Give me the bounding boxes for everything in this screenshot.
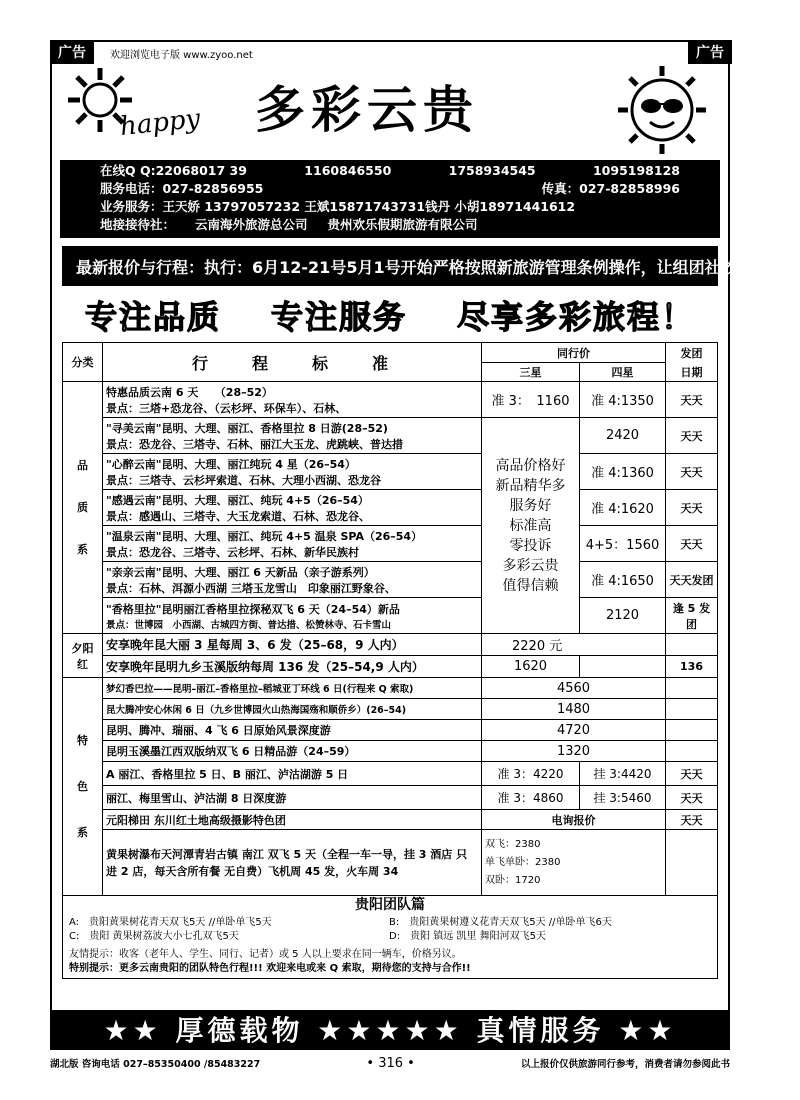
route-title: "香格里拉"昆明丽江香格里拉探秘双飞 6 天（24–54）新品 <box>106 602 400 616</box>
category-sunset: 夕阳 红 <box>63 634 103 678</box>
price-3star: 准 3：4860 <box>482 786 580 810</box>
price-4star: 挂 3:5460 <box>580 786 666 810</box>
footer-motto: ★★ 厚德载物 ★★★★★ 真情服务 ★★ <box>52 1010 728 1048</box>
qq-4[interactable]: 1095198128 <box>592 163 680 178</box>
depart-date: 天天 <box>666 810 718 830</box>
depart-date: 天天 <box>666 454 718 490</box>
route-title: 昆大腾冲安心休闲 6 日（九乡世博园火山热海国殇和顺侨乡）(26–54) <box>103 699 482 720</box>
depart-date <box>666 634 718 656</box>
depart-date <box>666 699 718 720</box>
route-title: 安享晚年昆大丽 3 星每周 3、6 发（25–68，9 人内） <box>103 634 482 656</box>
price-list: 双飞：2380 单飞单卧：2380 双卧：1720 <box>482 830 666 896</box>
guiyang-route-a: A: 贵阳黄果树花青天双飞5天 //单卧单飞5天 <box>69 917 272 928</box>
ad-tag-right: 广告 <box>688 40 732 64</box>
qq-label[interactable]: 在线Q Q:22068017 39 <box>100 163 247 178</box>
slogan-quality: 专注品质 <box>84 298 221 336</box>
footer-disclaimer: 以上报价仅供旅游同行参考，消费者请勿参阅此书 <box>520 1059 730 1070</box>
special-tip: 特别提示：更多云南贵阳的团队特色行程!!! 欢迎来电或来 Q 索取，期待您的支持与合作!! <box>69 963 471 974</box>
route-spots: 景点：恐龙谷、三塔寺、云杉坪、石林、新华民族村 <box>106 545 359 559</box>
depart-date: 逢 5 发团 <box>666 598 718 634</box>
slogan <box>60 292 720 338</box>
depart-date <box>666 678 718 699</box>
guiyang-route-b: B: 贵阳黄果树遵义花青天双飞5天 //单卧单飞6天 <box>389 917 612 928</box>
guiyang-route-d: D: 贵阳 镇远 凯里 舞阳河双飞5天 <box>389 931 546 942</box>
table-row <box>63 762 718 786</box>
header-4star: 四星 <box>580 363 666 382</box>
route-title: A 丽江、香格里拉 5 日、B 丽江、泸沽湖游 5 日 <box>103 762 482 786</box>
site-link[interactable]: 欢迎浏览电子版 www.zyoo.net <box>110 50 253 61</box>
table-row <box>63 490 718 526</box>
route-spots: 景点：三塔寺、云杉坪索道、石林、大理小西湖、恐龙谷 <box>106 473 381 487</box>
table-row <box>63 562 718 598</box>
depart-date: 天天 <box>666 490 718 526</box>
page-footer <box>50 1056 730 1071</box>
header-depart: 发团 <box>666 343 718 363</box>
price-4star: 挂 3:4420 <box>580 762 666 786</box>
category-quality: 品 质 系 <box>63 382 103 634</box>
route-spots: 景点：世博园 小西湖、古城四方街、普达措、松赞林寺、石卡雪山 <box>106 619 392 631</box>
banner-right: 5月1号开始严格按照新旅游管理条例操作，让组团社放心 <box>346 257 753 277</box>
route-title: "心醉云南"昆明、大理、丽江纯玩 4 星（26–54） <box>106 457 356 471</box>
table-row <box>63 830 718 896</box>
table-row <box>63 454 718 490</box>
table-row <box>63 634 718 656</box>
price-4star: 4+5：1560 <box>580 526 666 562</box>
header-date: 日期 <box>666 363 718 382</box>
price-4star: 准 4:1350 <box>580 382 666 418</box>
route-title: "寻美云南"昆明、大理、丽江、香格里拉 8 日游(28–52) <box>106 421 388 435</box>
table-row <box>63 526 718 562</box>
route-title: 丽江、梅里雪山、泸沽湖 8 日深度游 <box>103 786 482 810</box>
depart-date: 136 <box>666 656 718 678</box>
ground-agency-1: 云南海外旅游总公司 <box>195 217 308 232</box>
depart-date <box>666 720 718 741</box>
price-3star: 1620 <box>482 656 580 678</box>
header-3star: 三星 <box>482 363 580 382</box>
category-feature: 特 色 系 <box>63 678 103 896</box>
slogan-journey: 尽享多彩旅程！ <box>456 298 695 336</box>
ground-row <box>100 216 680 234</box>
route-title: 特惠品质云南 6 天 （28–52） <box>106 385 273 399</box>
table-row <box>63 810 718 830</box>
price-4star: 准 4:1650 <box>580 562 666 598</box>
contact-block <box>60 160 720 238</box>
route-title: "亲亲云南"昆明、大理、丽江 6 天新品（亲子游系列） <box>106 565 375 579</box>
depart-date: 天天 <box>666 762 718 786</box>
price-table <box>62 342 718 979</box>
price-flat: 1320 <box>482 741 666 762</box>
route-spots: 景点：石林、洱源小西湖 三塔玉龙雪山 印象丽江野象谷、 <box>106 581 396 595</box>
table-row <box>63 720 718 741</box>
footer-contact: 湖北版 咨询电话 027–85350400 /85483227 <box>50 1059 261 1070</box>
quality-promise: 高品价格好 新品精华多 服务好 标准高 零投诉 多彩云贵 值得信赖 <box>482 418 580 634</box>
depart-date: 天天 <box>666 418 718 454</box>
sun-sunglasses-icon <box>618 66 706 154</box>
table-row <box>63 741 718 762</box>
route-title: 梦幻香巴拉——昆明–丽江–香格里拉–稻城亚丁环线 6 日(行程来 Q 索取) <box>103 678 482 699</box>
table-row <box>63 382 718 418</box>
depart-date: 天天 <box>666 526 718 562</box>
agents-row <box>100 198 680 216</box>
friendly-tip: 友情提示：收客（老年人、学生、同行、记者）或 5 人以上要求在同一辆车，价格另议。 <box>69 949 462 960</box>
page-number: • 316 • <box>366 1056 415 1071</box>
table-row <box>63 418 718 454</box>
qq-2[interactable]: 1160846550 <box>304 163 392 178</box>
phone-row <box>100 180 680 198</box>
route-title: 昆明、腾冲、瑞丽、4 飞 6 日原始风景深度游 <box>103 720 482 741</box>
route-title: "温泉云南"昆明、大理、丽江、纯玩 4+5 温泉 SPA（26–54） <box>106 529 423 543</box>
ad-tag-left: 广告 <box>50 40 94 64</box>
table-row <box>63 598 718 634</box>
depart-date <box>666 741 718 762</box>
price-flat: 电询报价 <box>482 810 666 830</box>
price-flat: 1480 <box>482 699 666 720</box>
header-category: 分类 <box>63 343 103 382</box>
route-title: 安享晚年昆明九乡玉溪版纳每周 136 发（25–54,9 人内） <box>103 656 482 678</box>
depart-date: 天天 <box>666 382 718 418</box>
depart-date <box>666 830 718 896</box>
price-flat: 2220 元 <box>482 634 666 656</box>
brand-title: 多彩云贵 <box>255 80 479 139</box>
route-title: "感遇云南"昆明、大理、丽江、纯玩 4+5（26–54） <box>106 493 369 507</box>
qq-3[interactable]: 1758934545 <box>448 163 536 178</box>
route-title: 元阳梯田 东川红土地高级摄影特色团 <box>103 810 482 830</box>
price-3star: 准 3：4220 <box>482 762 580 786</box>
banner-left: 最新报价与行程：执行：6月12-21号 <box>76 257 347 277</box>
happy-script: happy <box>118 103 202 143</box>
price-4star: 准 4:1620 <box>580 490 666 526</box>
route-title: 黄果树瀑布天河潭青岩古镇 南江 双飞 5 天（全程一车一导，挂 3 酒店 只进 2 店，每天含所有餐 无自费）飞机周 45 发，火车周 34 <box>103 830 482 896</box>
table-header-row <box>63 343 718 363</box>
table-row <box>63 699 718 720</box>
table-row <box>63 786 718 810</box>
price-3star: 准 3： 1160 <box>482 382 580 418</box>
header-route: 行 程 标 准 <box>103 343 482 382</box>
ground-label: 地接接待社： <box>100 217 176 232</box>
route-title: 昆明玉溪墨江西双版纳双飞 6 日精品游（24–59） <box>103 741 482 762</box>
table-row <box>63 656 718 678</box>
guiyang-title: 贵阳团队篇 <box>355 897 425 913</box>
price-4star: 2120 <box>580 598 666 634</box>
ground-agency-2: 贵州欢乐假期旅游有限公司 <box>327 217 478 232</box>
guiyang-route-c: C: 贵阳 黄果树荔波大小七孔双飞5天 <box>69 931 239 942</box>
agents[interactable]: 业务服务：王天娇 13797057232 王斌15871743731钱丹 小胡18971441612 <box>100 199 576 214</box>
service-phone[interactable]: 服务电话：027-82856955 <box>100 181 264 196</box>
table-row <box>63 678 718 699</box>
guiyang-block <box>63 896 718 979</box>
guiyang-section <box>63 896 718 979</box>
price-flat: 4560 <box>482 678 666 699</box>
slogan-service: 专注服务 <box>270 298 407 336</box>
route-spots: 景点：感遇山、三塔寺、大玉龙索道、石林、恐龙谷、 <box>106 509 370 523</box>
fax: 传真：027-82858996 <box>541 181 680 196</box>
price-4star: 2420 <box>580 418 666 454</box>
price-4star: 准 4:1360 <box>580 454 666 490</box>
price-flat: 4720 <box>482 720 666 741</box>
depart-date: 天天发团 <box>666 562 718 598</box>
notice-banner <box>62 246 753 286</box>
qq-row <box>100 162 680 180</box>
header-peer-price: 同行价 <box>482 343 666 363</box>
route-spots: 景点：恐龙谷、三塔寺、石林、丽江大玉龙、虎跳峡、普达措 <box>106 437 403 451</box>
route-spots: 景点：三塔+恐龙谷、（云杉坪、环保车）、石林、 <box>106 401 347 415</box>
price-4star <box>580 656 666 678</box>
depart-date: 天天 <box>666 786 718 810</box>
